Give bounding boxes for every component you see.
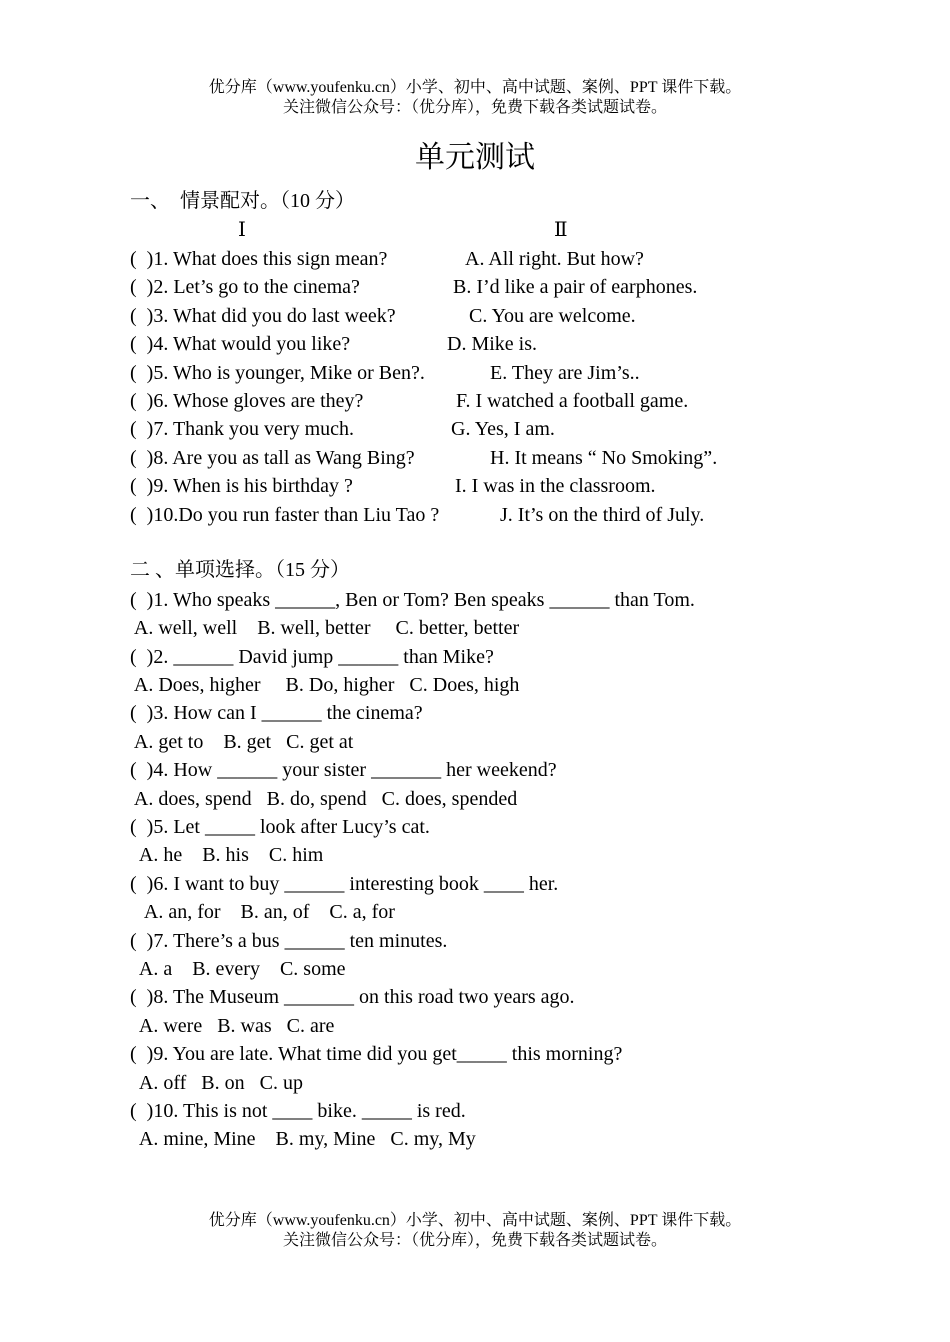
section-1-heading: 一、 情景配对。（10 分） bbox=[130, 190, 355, 212]
choice-question-10: ( )10. This is not ____ bike. _____ is red. bbox=[130, 1100, 466, 1122]
footer-line-1: 优分库（www.youfenku.cn）小学、初中、高中试题、案例、PPT 课件下载。 bbox=[208, 1212, 742, 1229]
match-answer-d: D. Mike is. bbox=[447, 333, 537, 355]
choice-question-3: ( )3. How can I ______ the cinema? bbox=[130, 702, 423, 724]
choice-options-1: A. well, well B. well, better C. better, better bbox=[130, 617, 520, 639]
choice-question-7: ( )7. There’s a bus ______ ten minutes. bbox=[130, 930, 448, 952]
choice-question-9: ( )9. You are late. What time did you get_____ this morning? bbox=[130, 1043, 623, 1065]
match-question-5: ( )5. Who is younger, Mike or Ben?. bbox=[130, 362, 425, 384]
choice-question-1: ( )1. Who speaks ______, Ben or Tom? Ben speaks ______ than Tom. bbox=[130, 589, 695, 611]
header-line-2: 关注微信公众号：（优分库），免费下载各类试题试卷。 bbox=[282, 99, 667, 116]
choice-options-2: A. Does, higher B. Do, higher C. Does, high bbox=[130, 674, 520, 696]
header-line-1: 优分库（www.youfenku.cn）小学、初中、高中试题、案例、PPT 课件下载。 bbox=[208, 79, 742, 96]
match-question-4: ( )4. What would you like? bbox=[130, 333, 351, 355]
match-answer-g: G. Yes, I am. bbox=[451, 418, 555, 440]
match-answer-f: F. I watched a football game. bbox=[456, 390, 689, 412]
match-answer-j: J. It’s on the third of July. bbox=[500, 504, 705, 526]
match-question-9: ( )9. When is his birthday ? bbox=[130, 475, 353, 497]
column-2-header: Ⅱ bbox=[554, 219, 568, 241]
match-question-3: ( )3. What did you do last week? bbox=[130, 305, 396, 327]
footer-line-2: 关注微信公众号：（优分库），免费下载各类试题试卷。 bbox=[282, 1232, 667, 1249]
choice-options-7: A. a B. every C. some bbox=[130, 958, 346, 980]
match-answer-i: I. I was in the classroom. bbox=[455, 475, 656, 497]
choice-question-8: ( )8. The Museum _______ on this road two years ago. bbox=[130, 986, 575, 1008]
choice-question-5: ( )5. Let _____ look after Lucy’s cat. bbox=[130, 816, 430, 838]
match-question-10: ( )10.Do you run faster than Liu Tao ? bbox=[130, 504, 440, 526]
match-question-8: ( )8. Are you as tall as Wang Bing? bbox=[130, 447, 415, 469]
match-answer-h: H. It means “ No Smoking”. bbox=[490, 447, 718, 469]
choice-question-2: ( )2. ______ David jump ______ than Mike? bbox=[130, 646, 494, 668]
choice-options-8: A. were B. was C. are bbox=[130, 1015, 335, 1037]
match-question-2: ( )2. Let’s go to the cinema? bbox=[130, 276, 360, 298]
page-title: 单元测试 bbox=[415, 141, 535, 174]
choice-options-10: A. mine, Mine B. my, Mine C. my, My bbox=[130, 1128, 476, 1150]
choice-options-4: A. does, spend B. do, spend C. does, spended bbox=[130, 788, 518, 810]
match-answer-a: A. All right. But how? bbox=[465, 248, 644, 270]
column-1-header: Ⅰ bbox=[238, 219, 246, 241]
choice-question-4: ( )4. How ______ your sister _______ her weekend? bbox=[130, 759, 557, 781]
section-2-heading: 二 、单项选择。（15 分） bbox=[130, 559, 350, 581]
choice-question-6: ( )6. I want to buy ______ interesting book ____ her. bbox=[130, 873, 559, 895]
choice-options-3: A. get to B. get C. get at bbox=[130, 731, 354, 753]
match-question-6: ( )6. Whose gloves are they? bbox=[130, 390, 364, 412]
page-footer bbox=[0, 1211, 950, 1251]
match-answer-c: C. You are welcome. bbox=[469, 305, 636, 327]
match-question-1: ( )1. What does this sign mean? bbox=[130, 248, 388, 270]
match-answer-e: E. They are Jim’s.. bbox=[490, 362, 640, 384]
choice-options-6: A. an, for B. an, of C. a, for bbox=[130, 901, 395, 923]
match-answer-b: B. I’d like a pair of earphones. bbox=[453, 276, 698, 298]
choice-options-9: A. off B. on C. up bbox=[130, 1072, 303, 1094]
page-header bbox=[0, 78, 950, 118]
match-question-7: ( )7. Thank you very much. bbox=[130, 418, 355, 440]
choice-options-5: A. he B. his C. him bbox=[130, 844, 324, 866]
